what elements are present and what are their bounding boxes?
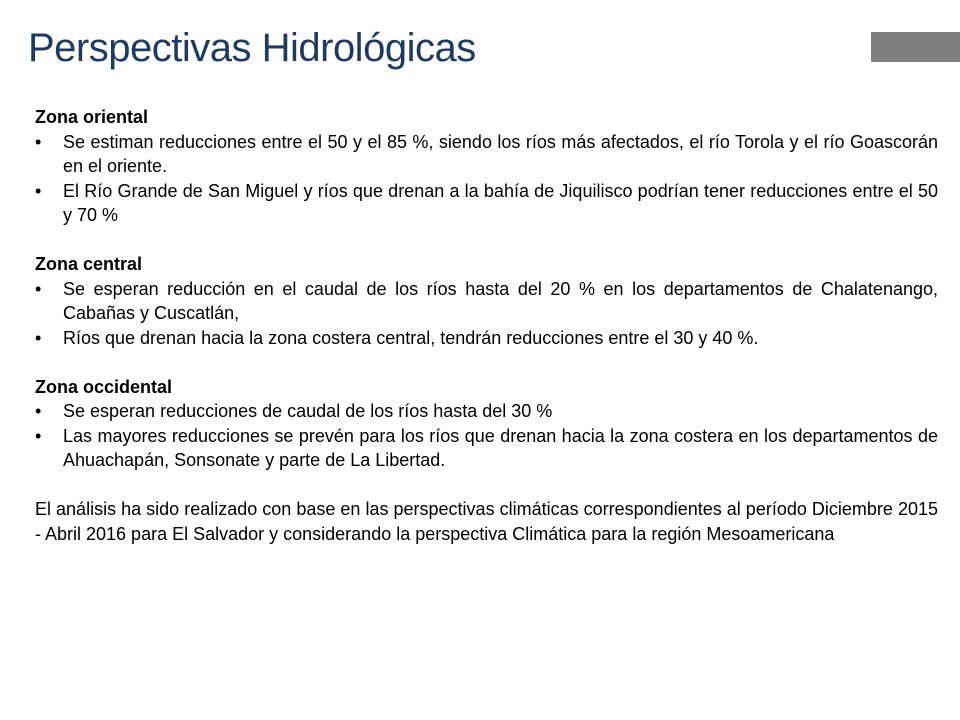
section-heading: Zona oriental [35, 107, 149, 127]
bullet-list [35, 277, 938, 351]
bullet-text: Ríos que drenan hacia la zona costera central, tendrán reducciones entre el 30 y 40 %. [63, 327, 759, 348]
bullet-icon: • [35, 278, 42, 299]
bullet-item [35, 424, 938, 473]
bullet-icon: • [35, 425, 42, 446]
bullet-icon: • [35, 327, 42, 348]
bullet-text: Se esperan reducción en el caudal de los ríos hasta del 20 % en los departamentos de Chalatenango, Cabañas y Cuscatlán, [63, 278, 938, 323]
section-heading: Zona central [35, 254, 143, 274]
corner-decoration-bar [871, 32, 960, 62]
bullet-text: El Río Grande de San Miguel y ríos que drenan a la bahía de Jiquilisco podrían tener reducciones entre el 50 y 70 % [63, 180, 938, 225]
page-title: Perspectivas Hidrológicas [28, 26, 476, 70]
bullet-item [35, 326, 938, 351]
section-zona-oriental [35, 105, 938, 228]
section-heading: Zona occidental [35, 376, 173, 397]
bullet-item [35, 179, 938, 228]
bullet-text: Se esperan reducciones de caudal de los ríos hasta del 30 % [63, 401, 553, 421]
bullet-list [35, 399, 938, 473]
bullet-item [35, 130, 938, 179]
section-zona-occidental [35, 375, 938, 473]
bullet-icon: • [35, 180, 42, 201]
bullet-list [35, 130, 938, 228]
closing-paragraph: El análisis ha sido realizado con base en las perspectivas climáticas correspondientes al período Diciembre 2015 - Abril 2016 para El Salvador y considerando la perspectiva Climática para la región Mesoamericana [35, 499, 938, 544]
bullet-icon: • [35, 401, 42, 421]
bullet-icon: • [35, 131, 42, 152]
slide-content [35, 105, 938, 546]
bullet-item [35, 277, 938, 326]
bullet-text: Las mayores reducciones se prevén para los ríos que drenan hacia la zona costera en los departamentos de Ahuachapán, Sonsonate y parte de La Libertad. [63, 425, 938, 470]
bullet-text: Se estiman reducciones entre el 50 y el 85 %, siendo los ríos más afectados, el río Torola y el río Goascorán en el oriente. [63, 131, 938, 176]
bullet-item [35, 399, 938, 424]
section-zona-central [35, 252, 938, 350]
